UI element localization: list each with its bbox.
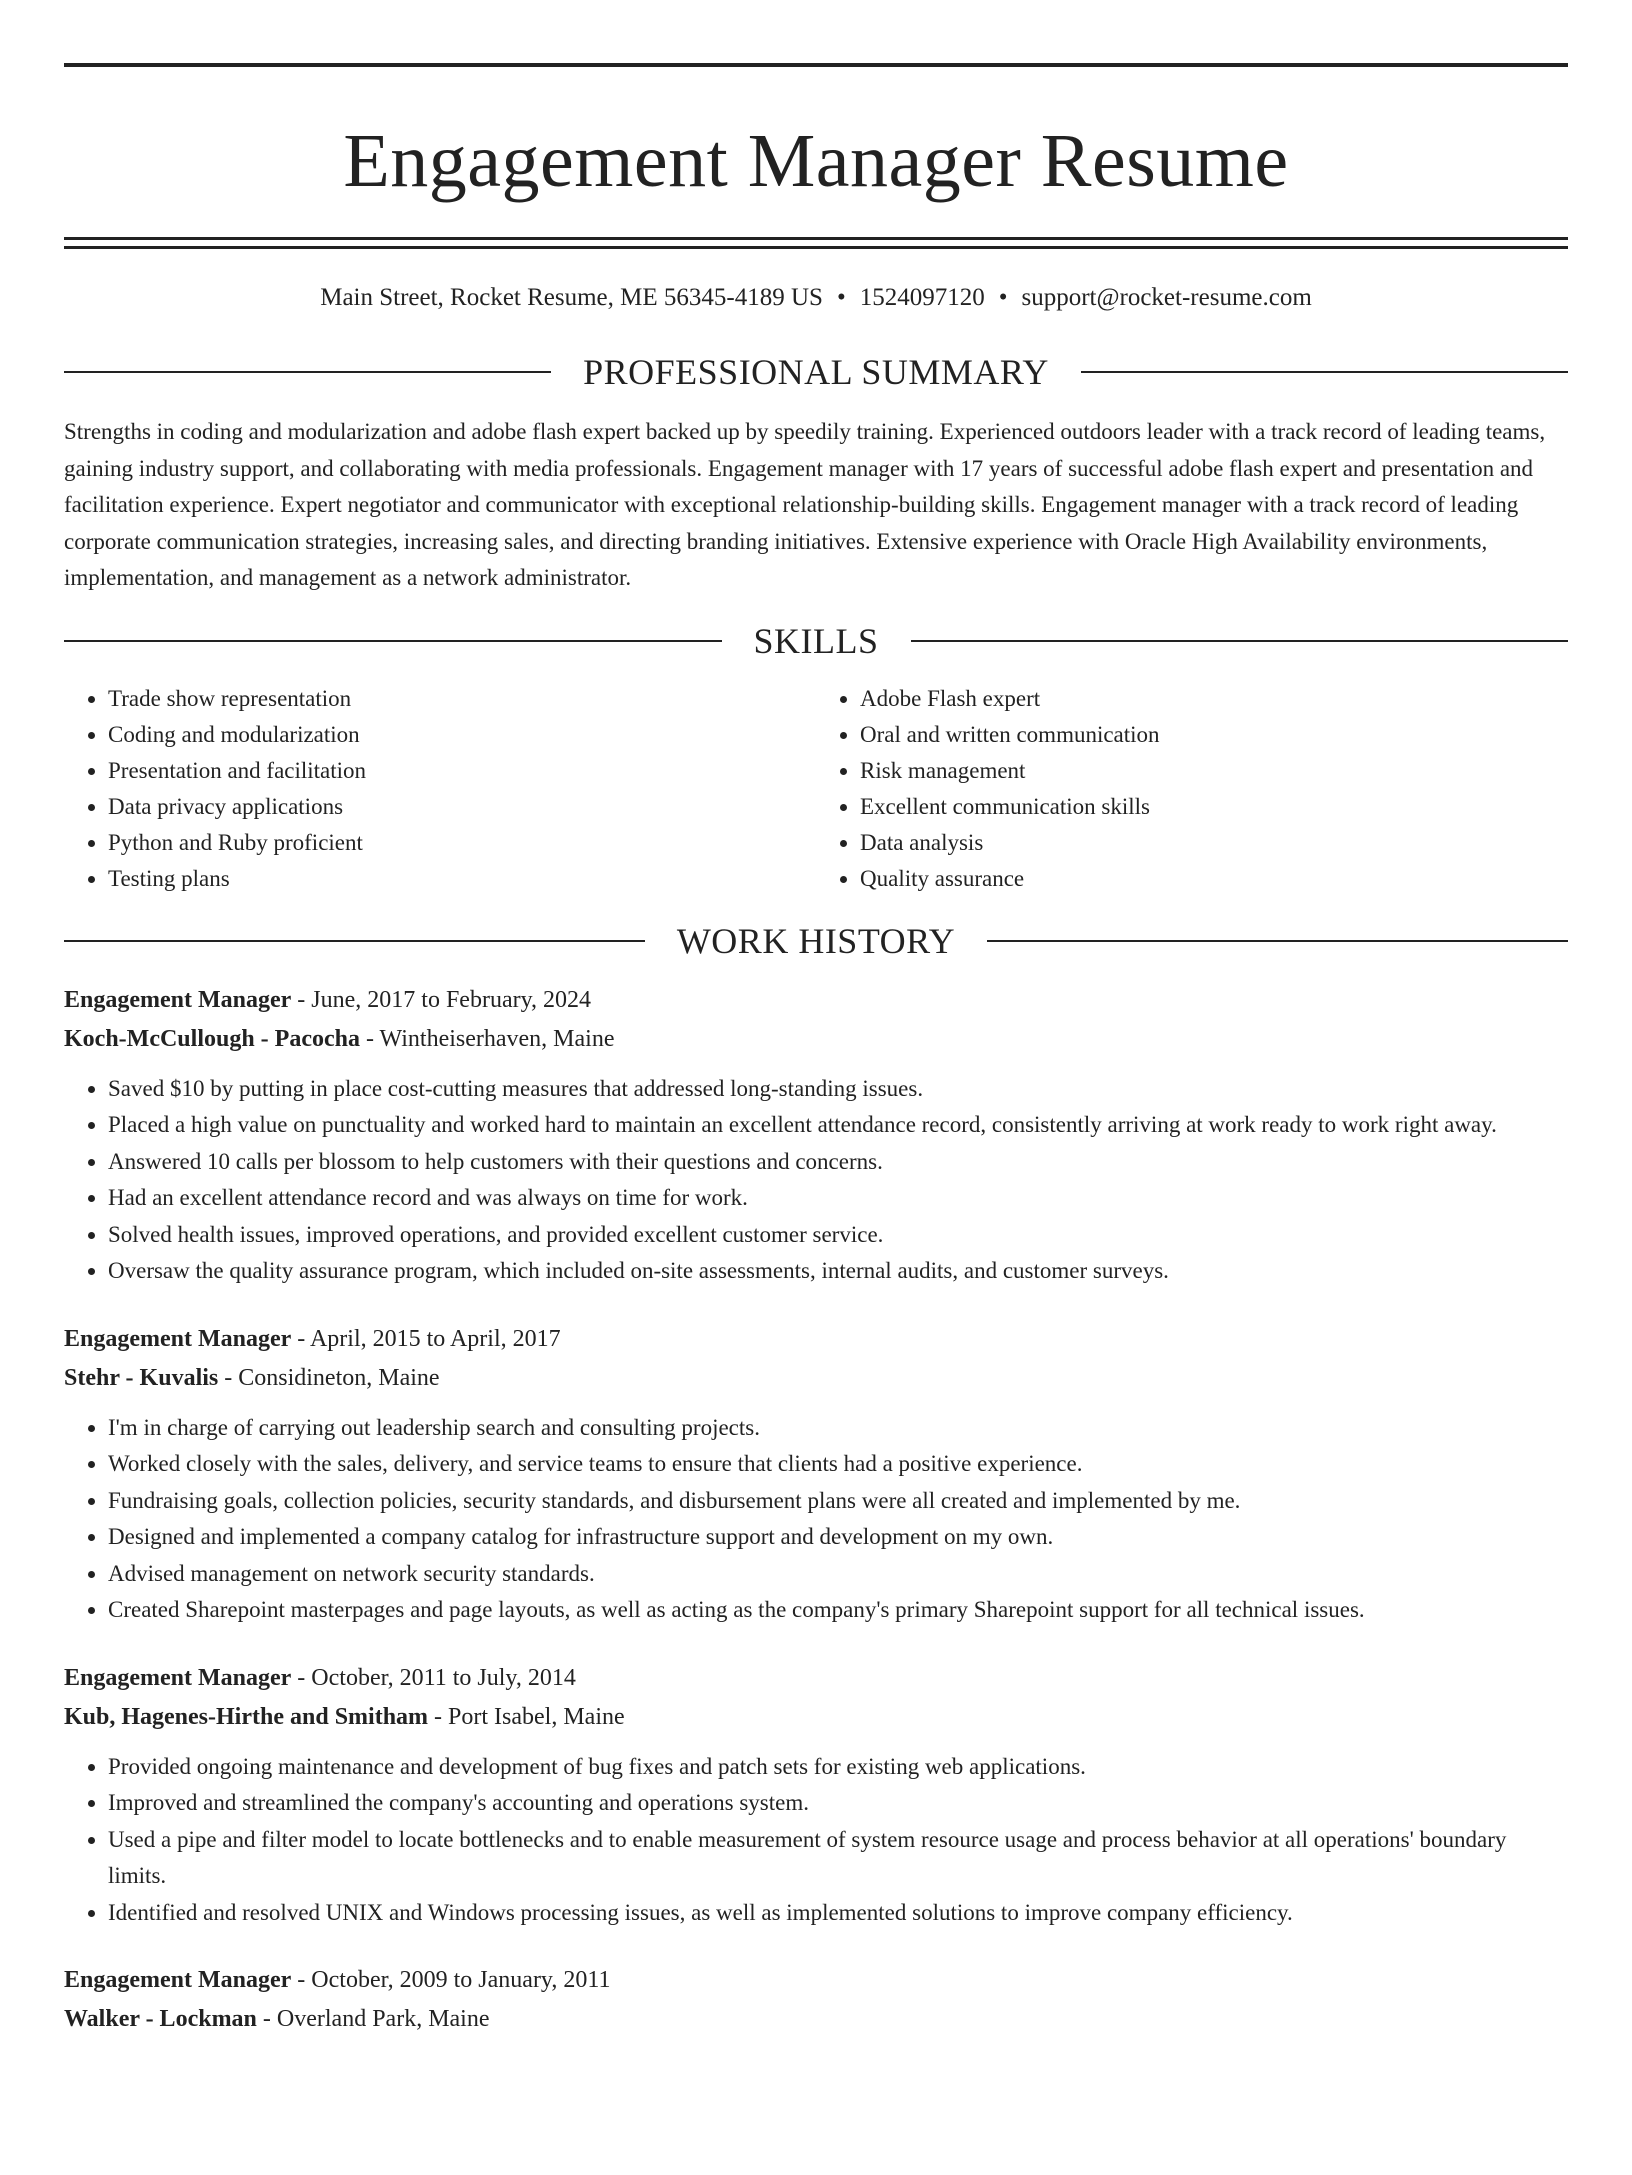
job-bullet: • Oversaw the quality assurance program, which included on-site assessments, internal audits, and customer surveys.	[108, 1253, 1568, 1290]
job-bullet: • Advised management on network security standards.	[108, 1556, 1568, 1593]
section-header-summary	[64, 350, 1568, 394]
section-rule	[64, 371, 551, 373]
skill-item: • Python and Ruby proficient	[108, 825, 816, 861]
section-title: SKILLS	[753, 620, 879, 661]
contact-phone: 1524097120	[859, 284, 985, 311]
job-employer	[64, 1359, 1568, 1398]
skill-item: • Testing plans	[108, 861, 816, 897]
skill-item: • Data analysis	[860, 825, 1568, 861]
job-bullets	[64, 1749, 1568, 1932]
section-rule	[911, 640, 1569, 642]
job-bullet: • Created Sharepoint masterpages and page layouts, as well as acting as the company's primary Sharepoint support for all technical issues.	[108, 1592, 1568, 1629]
job-title: Engagement Manager	[64, 1325, 292, 1352]
job-entry	[64, 1659, 1568, 1932]
job-bullet: • Saved $10 by putting in place cost-cutting measures that addressed long-standing issues.	[108, 1071, 1568, 1108]
job-bullet: • Had an excellent attendance record and was always on time for work.	[108, 1180, 1568, 1217]
job-heading	[64, 1320, 1568, 1359]
skill-item: • Quality assurance	[860, 861, 1568, 897]
skills-column-right	[816, 681, 1568, 897]
job-bullet: • Worked closely with the sales, delivery, and service teams to ensure that clients had a positive experience.	[108, 1446, 1568, 1483]
job-entry	[64, 1961, 1568, 2039]
work-history-list	[64, 981, 1568, 2040]
contact-separator: •	[998, 284, 1008, 311]
contact-line	[64, 282, 1568, 314]
job-bullet: • Fundraising goals, collection policies, security standards, and disbursement plans were all created and implemented by me.	[108, 1483, 1568, 1520]
section-header-work	[64, 919, 1568, 963]
section-title: PROFESSIONAL SUMMARY	[583, 352, 1049, 392]
job-bullet: • Provided ongoing maintenance and development of bug fixes and patch sets for existing web applications.	[108, 1749, 1568, 1786]
section-rule	[64, 640, 722, 642]
job-heading	[64, 981, 1568, 1020]
section-title: WORK HISTORY	[676, 920, 956, 961]
resume-page	[0, 63, 1632, 2175]
job-employer	[64, 1020, 1568, 1059]
skill-item: • Risk management	[860, 753, 1568, 789]
job-bullet: • Identified and resolved UNIX and Windows processing issues, as well as implemented solutions to improve company efficiency.	[108, 1895, 1568, 1932]
job-dates: - April, 2015 to April, 2017	[291, 1325, 561, 1352]
summary-paragraph: Strengths in coding and modularization and adobe flash expert backed up by speedily training. Experienced outdoors leader with a track record of leading teams, gaining industry support, and collaborating with media professionals. Engagement manager with 17 years of successful adobe flash expert and presentation and facilitation experience. Expert negotiator and communicator with exceptional relationship-building skills. Engagement manager with a track record of leading corporate communication strategies, increasing sales, and directing branding initiatives. Extensive experience with Oracle High Availability environments, implementation, and management as a network administrator.	[64, 419, 1546, 590]
job-company: Koch-McCullough - Pacocha	[64, 1025, 360, 1052]
job-bullets	[64, 1410, 1568, 1629]
skills-list	[64, 681, 1568, 897]
job-entry	[64, 981, 1568, 1290]
contact-email: support@rocket-resume.com	[1021, 284, 1312, 311]
job-dates: - October, 2009 to January, 2011	[291, 1967, 611, 1993]
skill-item: • Presentation and facilitation	[108, 753, 816, 789]
job-bullet: • Answered 10 calls per blossom to help customers with their questions and concerns.	[108, 1144, 1568, 1181]
job-bullet: • Used a pipe and filter model to locate bottlenecks and to enable measurement of system resource usage and process behavior at all operations' boundary limits.	[108, 1822, 1568, 1895]
job-company: Kub, Hagenes-Hirthe and Smitham	[64, 1703, 429, 1730]
job-location: - Overland Park, Maine	[256, 2006, 490, 2032]
job-bullet: • Solved health issues, improved operations, and provided excellent customer service.	[108, 1217, 1568, 1254]
top-rule	[64, 63, 1568, 67]
skill-item: • Trade show representation	[108, 681, 816, 717]
skill-item: • Oral and written communication	[860, 717, 1568, 753]
contact-address: Main Street, Rocket Resume, ME 56345-4189 US	[320, 284, 823, 311]
job-title: Engagement Manager	[64, 1664, 292, 1691]
job-bullet: • Designed and implemented a company catalog for infrastructure support and development on my own.	[108, 1519, 1568, 1556]
page-title: Engagement Manager Resume	[343, 119, 1289, 203]
job-heading	[64, 1961, 1568, 2000]
job-company: Stehr - Kuvalis	[64, 1364, 219, 1391]
job-title: Engagement Manager	[64, 1967, 292, 1993]
contact-separator: •	[836, 284, 846, 311]
job-company: Walker - Lockman	[64, 2006, 257, 2032]
section-rule	[987, 940, 1568, 942]
section-header-skills	[64, 619, 1568, 663]
title-double-rule	[64, 237, 1568, 249]
skill-item: • Coding and modularization	[108, 717, 816, 753]
job-location: - Port Isabel, Maine	[428, 1703, 625, 1730]
job-employer	[64, 1698, 1568, 1737]
section-rule	[1081, 371, 1568, 373]
job-heading	[64, 1659, 1568, 1698]
job-employer	[64, 2000, 1568, 2039]
skill-item: • Excellent communication skills	[860, 789, 1568, 825]
job-location: - Considineton, Maine	[218, 1364, 440, 1391]
job-bullet: • Placed a high value on punctuality and worked hard to maintain an excellent attendance record, consistently arriving at work ready to work right away.	[108, 1107, 1568, 1144]
skills-column-left	[64, 681, 816, 897]
job-bullet: • I'm in charge of carrying out leadership search and consulting projects.	[108, 1410, 1568, 1447]
job-dates: - June, 2017 to February, 2024	[291, 986, 592, 1013]
job-dates: - October, 2011 to July, 2014	[291, 1664, 576, 1691]
job-bullets	[64, 1071, 1568, 1290]
job-entry	[64, 1320, 1568, 1629]
section-rule	[64, 940, 645, 942]
skill-item: • Adobe Flash expert	[860, 681, 1568, 717]
job-title: Engagement Manager	[64, 986, 292, 1013]
job-bullet: • Improved and streamlined the company's accounting and operations system.	[108, 1785, 1568, 1822]
job-location: - Wintheiserhaven, Maine	[359, 1025, 615, 1052]
skill-item: • Data privacy applications	[108, 789, 816, 825]
